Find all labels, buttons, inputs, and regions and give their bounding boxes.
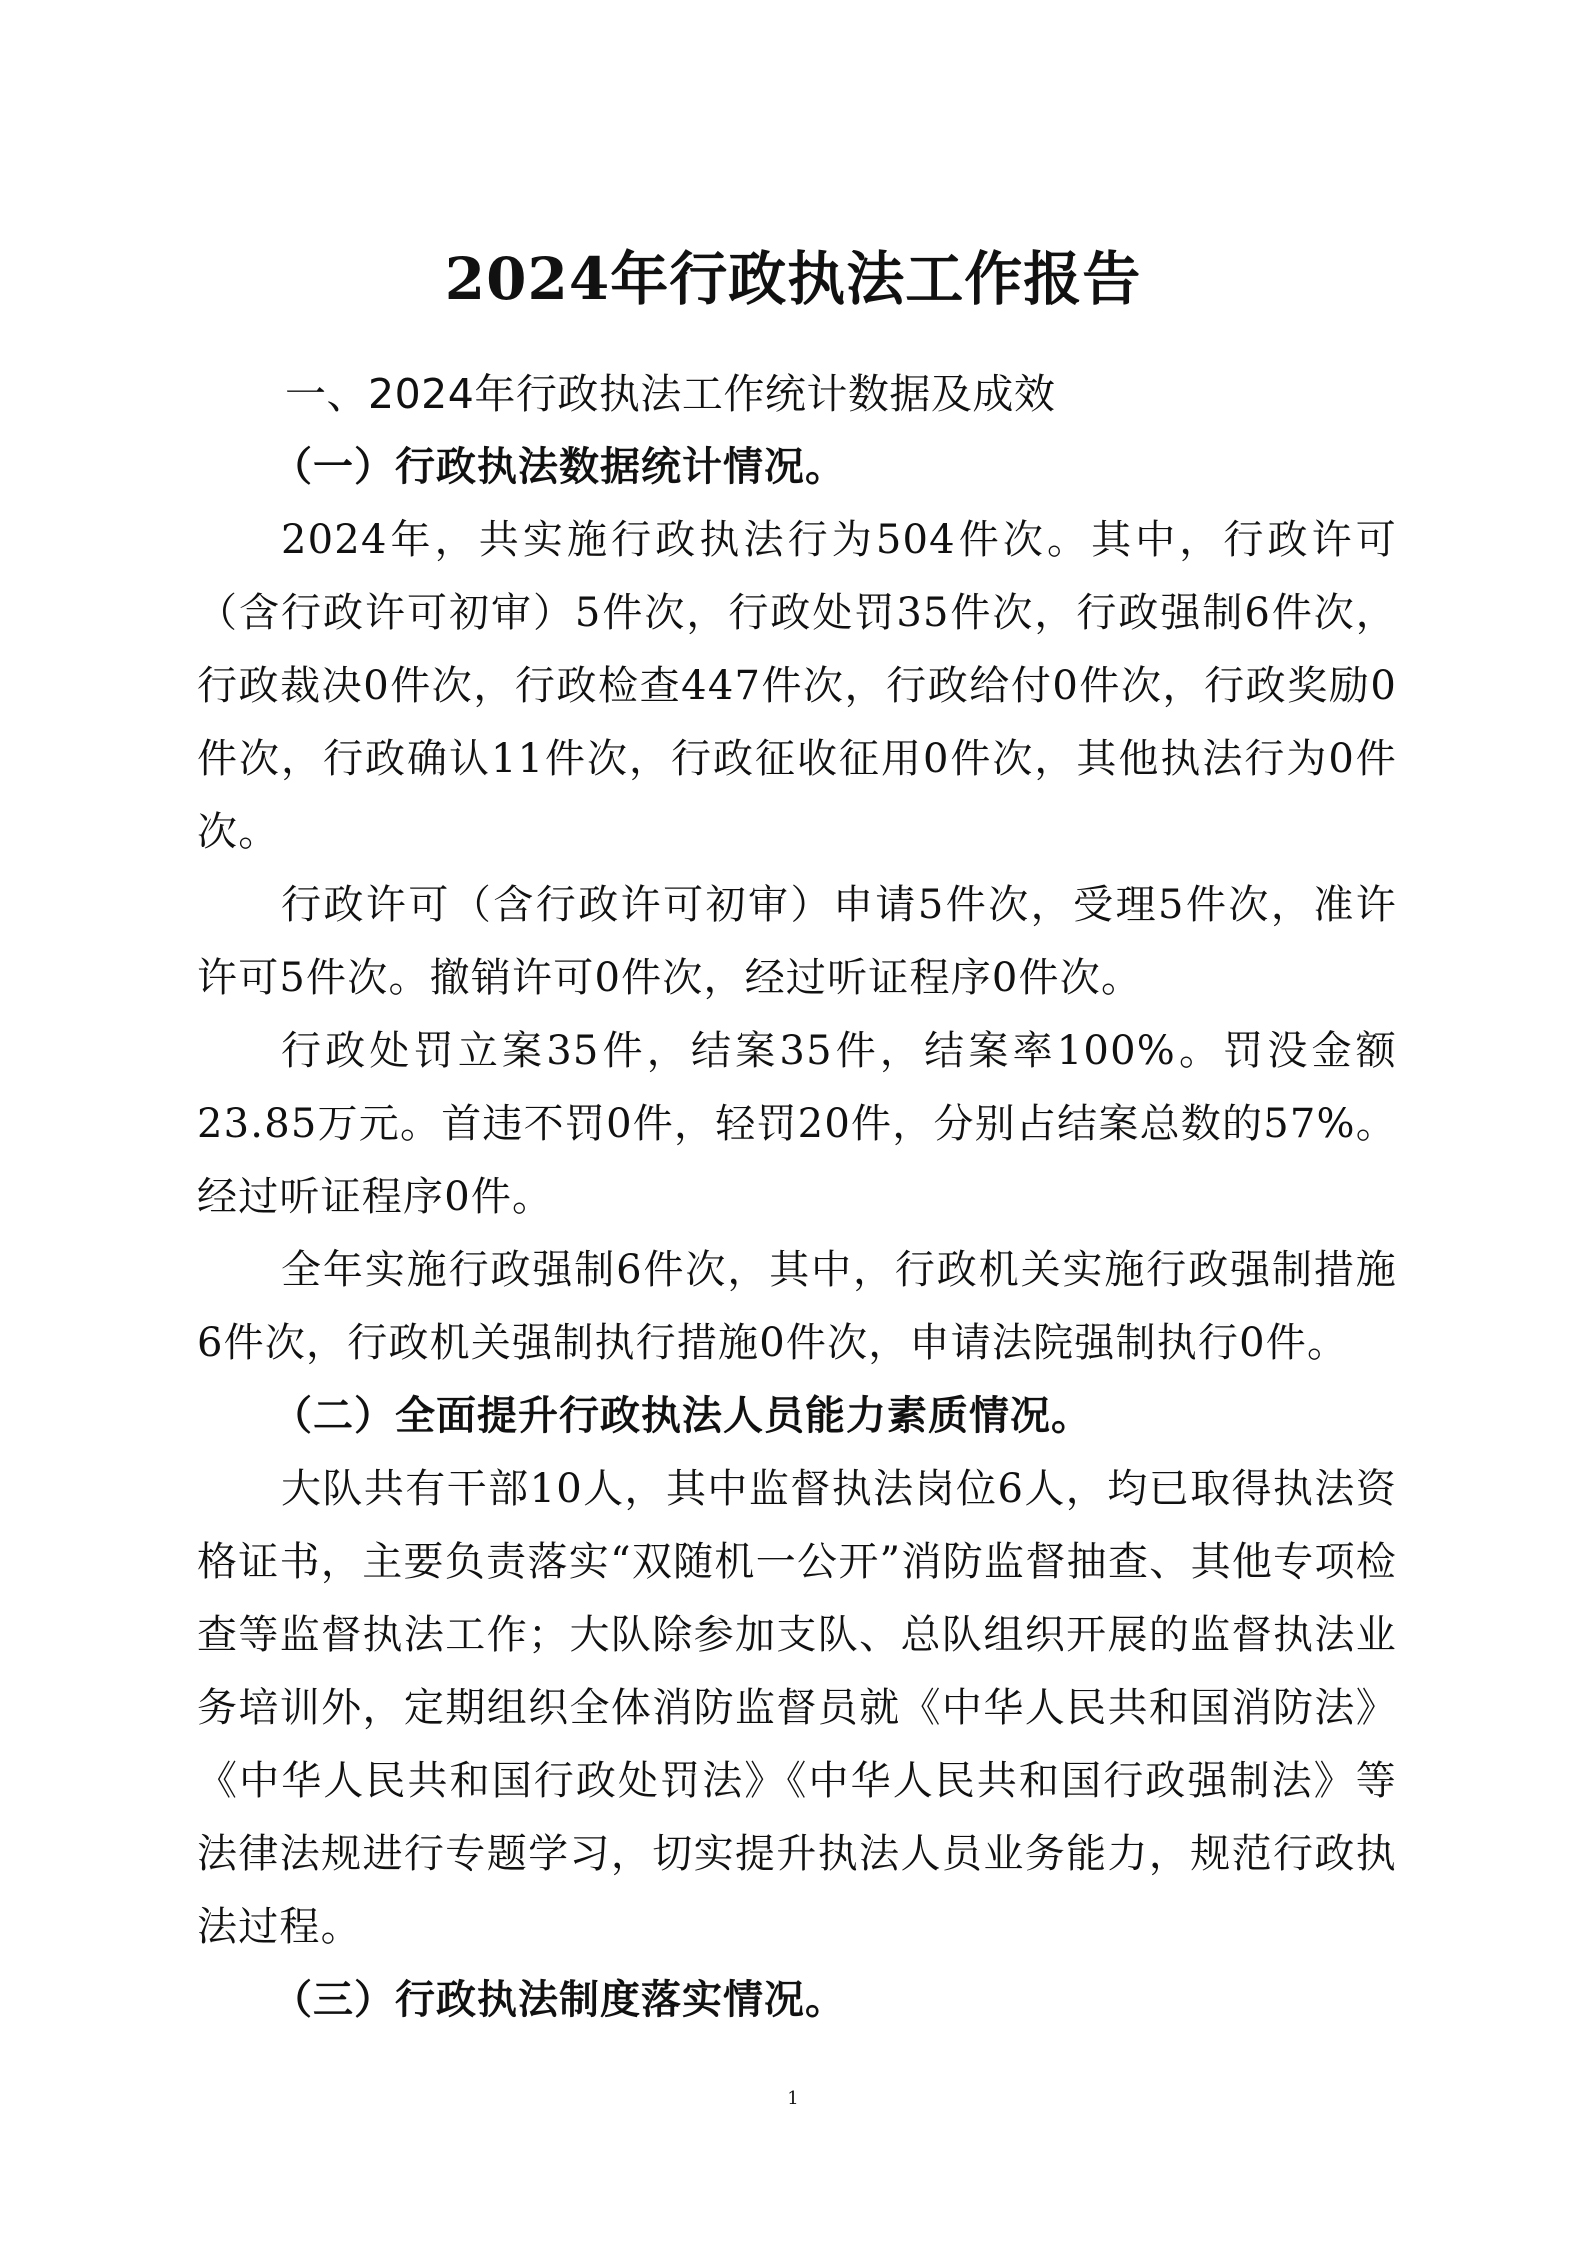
document-body: [197, 358, 1397, 2037]
paragraph-enforcement-total: 2024年，共实施行政执法行为504件次。其中，行政许可（含行政许可初审）5件次，行政处罚35件次，行政强制6件次，行政裁决0件次，行政检查447件次，行政给付0件次，行政奖励0件次，行政确认11件次，行政征收征用0件次，其他执法行为0件次。: [197, 517, 1397, 855]
document-title: 2024年行政执法工作报告: [444, 244, 1142, 313]
paragraph-personnel: 大队共有干部10人，其中监督执法岗位6人，均已取得执法资格证书，主要负责落实“双随机一公开”消防监督抽查、其他专项检查等监督执法工作；大队除参加支队、总队组织开展的监督执法业务培训外，定期组织全体消防监督员就《中华人民共和国消防法》《中华人民共和国行政处罚法》《中华人民共和国行政强制法》等法律法规进行专题学习，切实提升执法人员业务能力，规范行政执法过程。: [197, 1466, 1397, 1950]
sub-heading-1: （一）行政执法数据统计情况。: [272, 444, 846, 490]
paragraph-penalties: 行政处罚立案35件，结案35件，结案率100%。罚没金额23.85万元。首违不罚0件，轻罚20件，分别占结案总数的57%。经过听证程序0件。: [197, 1028, 1397, 1220]
paragraph-licensing: 行政许可（含行政许可初审）申请5件次，受理5件次，准许许可5件次。撤销许可0件次，经过听证程序0件次。: [197, 882, 1397, 1001]
section-heading-1: 一、2024年行政执法工作统计数据及成效: [285, 370, 1056, 418]
paragraph-enforcement-measures: 全年实施行政强制6件次，其中，行政机关实施行政强制措施6件次，行政机关强制执行措施0件次，申请法院强制执行0件。: [197, 1247, 1397, 1366]
sub-heading-2: （二）全面提升行政执法人员能力素质情况。: [272, 1393, 1092, 1439]
sub-heading-3: （三）行政执法制度落实情况。: [272, 1977, 846, 2023]
page-number: 1: [787, 2088, 799, 2109]
